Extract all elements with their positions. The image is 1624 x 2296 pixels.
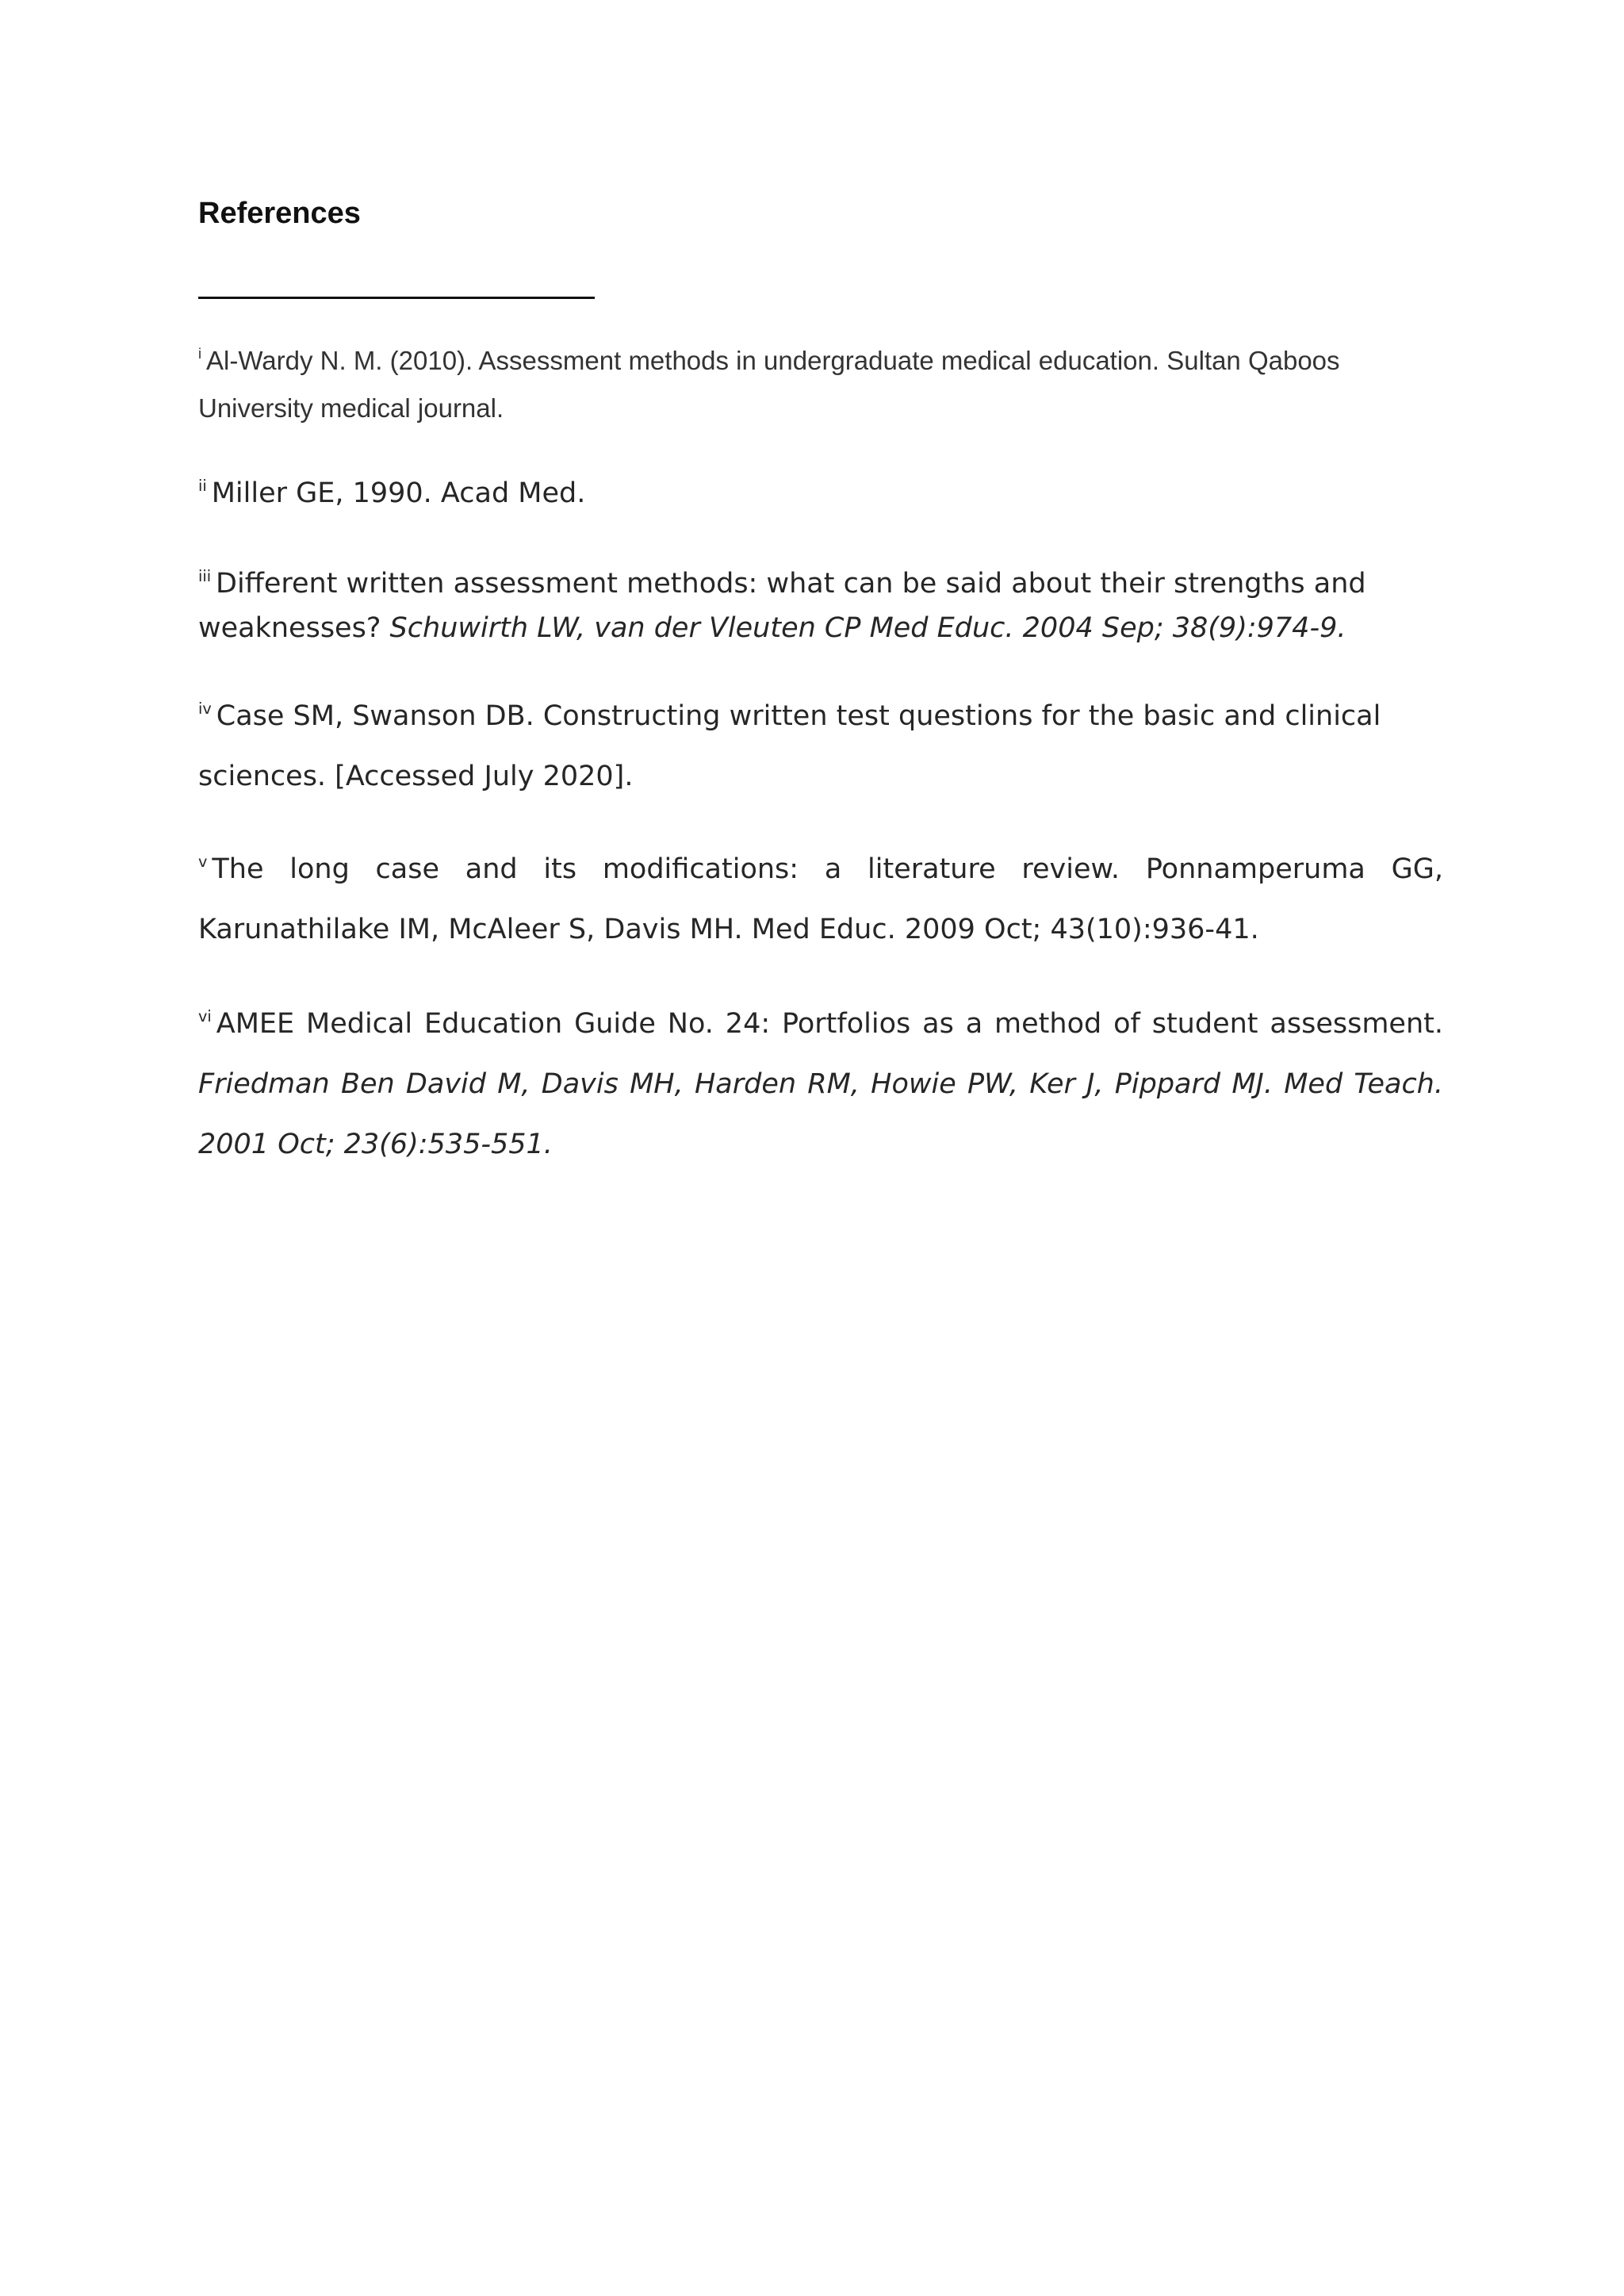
reference-text: AMEE Medical Education Guide No. 24: Portfolios as a method of student assessment. bbox=[216, 1008, 1443, 1040]
reference-marker: i bbox=[198, 346, 202, 362]
references-heading: References bbox=[198, 197, 361, 230]
reference-marker: iv bbox=[198, 699, 212, 718]
reference-item bbox=[198, 337, 1443, 432]
reference-text: Different written assessment methods: what can be said about their strengths and weaknesses? bbox=[198, 568, 1366, 644]
reference-item bbox=[198, 839, 1443, 960]
reference-citation: Schuwirth LW, van der Vleuten CP Med Educ. 2004 Sep; 38(9):974-9. bbox=[389, 612, 1346, 644]
reference-item bbox=[198, 686, 1443, 807]
reference-item bbox=[198, 562, 1443, 650]
reference-citation: Friedman Ben David M, Davis MH, Harden RM, Howie PW, Ker J, Pippard MJ. Med Teach. 2001 Oct; 23(6):535-551. bbox=[198, 1068, 1443, 1160]
reference-item bbox=[198, 994, 1443, 1175]
reference-text: The long case and its modifications: a literature review. Ponnamperuma GG, Karunathilake IM, McAleer S, Davis MH. Med Educ. 2009 Oct; 43(10):936-41. bbox=[198, 853, 1443, 945]
reference-marker: ii bbox=[198, 476, 207, 495]
reference-item bbox=[198, 470, 1443, 517]
reference-text: Al-Wardy N. M. (2010). Assessment methods in undergraduate medical education. Sultan Qaboos University medical journal. bbox=[198, 346, 1340, 423]
reference-text: Case SM, Swanson DB. Constructing written test questions for the basic and clinical sciences. [Accessed July 2020]. bbox=[198, 700, 1381, 792]
reference-marker: v bbox=[198, 852, 208, 871]
reference-text: Miller GE, 1990. Acad Med. bbox=[211, 477, 586, 509]
reference-marker: iii bbox=[198, 566, 212, 585]
footnote-separator bbox=[198, 297, 595, 299]
reference-marker: vi bbox=[198, 1006, 212, 1025]
